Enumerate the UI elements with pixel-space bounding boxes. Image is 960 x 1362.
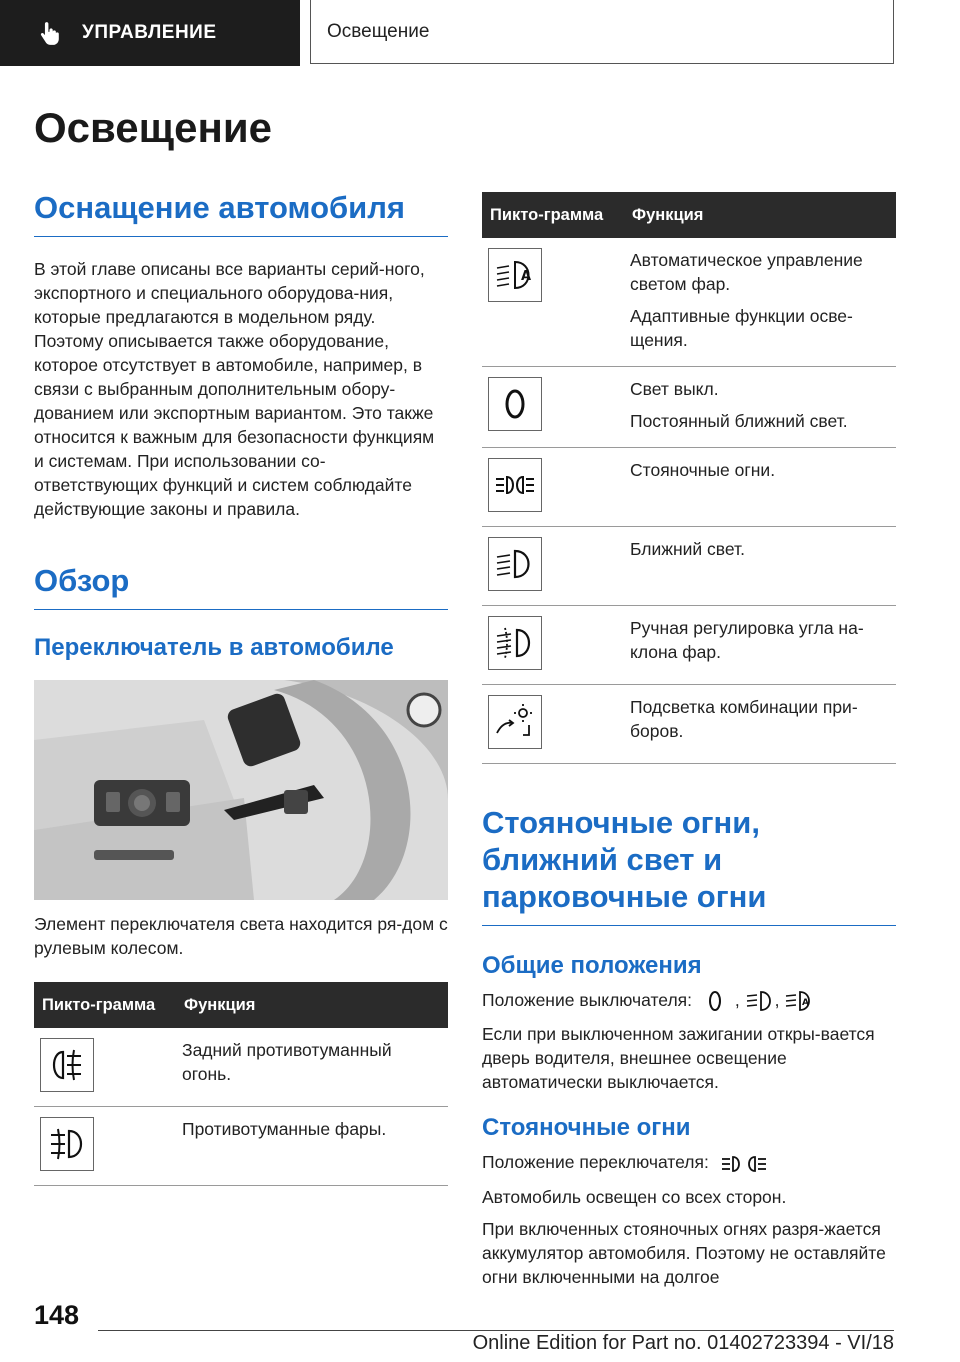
- table-cell-text: Противотуманные фары.: [182, 1119, 387, 1139]
- table-cell-text: Автоматическое управление светом фар.: [630, 250, 863, 294]
- parking-heading: Стояночные огни, ближний свет и парковочные огни: [482, 804, 896, 926]
- parking-text-1: Автомобиль освещен со всех сторон.: [482, 1186, 787, 1207]
- svg-text:A: A: [521, 269, 532, 284]
- light-switch-table: [482, 192, 896, 764]
- page-title: Освещение: [34, 104, 272, 151]
- front-fog-light-icon: [40, 1117, 94, 1171]
- equipment-heading: Оснащение автомобиля: [34, 190, 448, 237]
- instrument-lighting-icon: [488, 695, 542, 749]
- table-header-function: Функция: [624, 192, 896, 238]
- section-tab: [0, 0, 300, 66]
- breadcrumb-text: Освещение: [327, 20, 430, 42]
- table-row: [482, 448, 896, 527]
- table-row: [482, 685, 896, 764]
- table-cell-text: Ручная регулировка угла на-клона фар.: [630, 618, 864, 662]
- table-cell-text: Постоянный ближний свет.: [630, 411, 848, 431]
- table-header-pictogram: Пикто-грамма: [34, 982, 176, 1028]
- switch-heading: Переключатель в автомобиле: [34, 634, 394, 661]
- light-off-icon: [488, 377, 542, 431]
- table-row: [482, 238, 896, 367]
- table-row: [482, 367, 896, 448]
- parking-position-label: Положение переключателя:: [482, 1152, 709, 1173]
- table-row: [482, 606, 896, 685]
- equipment-text: В этой главе описаны все варианты серий-ного, экспортного и специального оборудова-ния, которые предлагаются в модельном ряду. Поэтому описывается также оборудование, которое отсутствует в автомобиле, например, в связи с выбранным дополнительным обору-дованием или экспортным вариантом. Это также относится к важным для безопасности функциям и системам. При использовании со-ответствующих функций и систем соблюдайте действующие законы и правила.: [34, 259, 435, 519]
- dashboard-illustration: [34, 680, 448, 900]
- table-row: [482, 527, 896, 606]
- right-column: [482, 192, 896, 1289]
- low-beam-icon: [745, 988, 775, 1014]
- parking-light-icon: [720, 1151, 768, 1177]
- photo-caption: Элемент переключателя света находится ря-дом с рулевым колесом.: [34, 914, 448, 958]
- page-number: 148: [34, 1300, 80, 1330]
- left-column: [34, 190, 448, 1186]
- parking-position-line: [482, 1150, 896, 1176]
- switch-position-label: Положение выключателя:: [482, 990, 693, 1010]
- headlight-range-icon: [488, 616, 542, 670]
- table-header-pictogram: Пикто-грамма: [482, 192, 624, 238]
- svg-text:A: A: [802, 998, 810, 1009]
- light-off-icon: [705, 988, 735, 1014]
- hand-pointer-icon: [38, 20, 64, 46]
- breadcrumb: [310, 0, 894, 64]
- general-heading: Общие положения: [482, 952, 702, 979]
- general-text: Если при выключенном зажигании откры-вается дверь водителя, внешнее освещение автоматически выключается.: [482, 1024, 875, 1093]
- rear-fog-light-icon: [40, 1038, 94, 1092]
- auto-headlight-icon: [784, 988, 814, 1014]
- list-separator: ,: [734, 990, 740, 1010]
- parking-sub-heading: Стояночные огни: [482, 1114, 691, 1142]
- footer-divider: [98, 1330, 894, 1331]
- parking-light-icon: [488, 458, 542, 512]
- table-cell-text: Ближний свет.: [630, 539, 745, 559]
- light-switch-photo: [34, 680, 448, 900]
- table-cell-text: Задний противотуманный огонь.: [182, 1040, 392, 1084]
- auto-headlight-icon: [488, 248, 542, 302]
- table-row: [34, 1028, 448, 1107]
- low-beam-icon: [488, 537, 542, 591]
- switch-position-line: [482, 988, 896, 1014]
- table-cell-text: Стояночные огни.: [630, 460, 776, 480]
- table-row: [34, 1107, 448, 1186]
- parking-text-2: При включенных стояночных огнях разря-жается аккумулятор автомобиля. Поэтому не оставляйте огни включенными на долгое: [482, 1218, 886, 1287]
- table-header-function: Функция: [176, 982, 448, 1028]
- section-label: УПРАВЛЕНИЕ: [82, 22, 217, 43]
- overview-heading: Обзор: [34, 563, 448, 610]
- table-cell-text: Адаптивные функции осве-щения.: [630, 306, 853, 350]
- list-separator: ,: [774, 990, 780, 1010]
- table-cell-text: Свет выкл.: [630, 379, 719, 399]
- table-cell-text: Подсветка комбинации при-боров.: [630, 697, 858, 741]
- edition-footer: Online Edition for Part no. 01402723394 - VI/18: [472, 1332, 894, 1354]
- fog-light-table: [34, 982, 448, 1186]
